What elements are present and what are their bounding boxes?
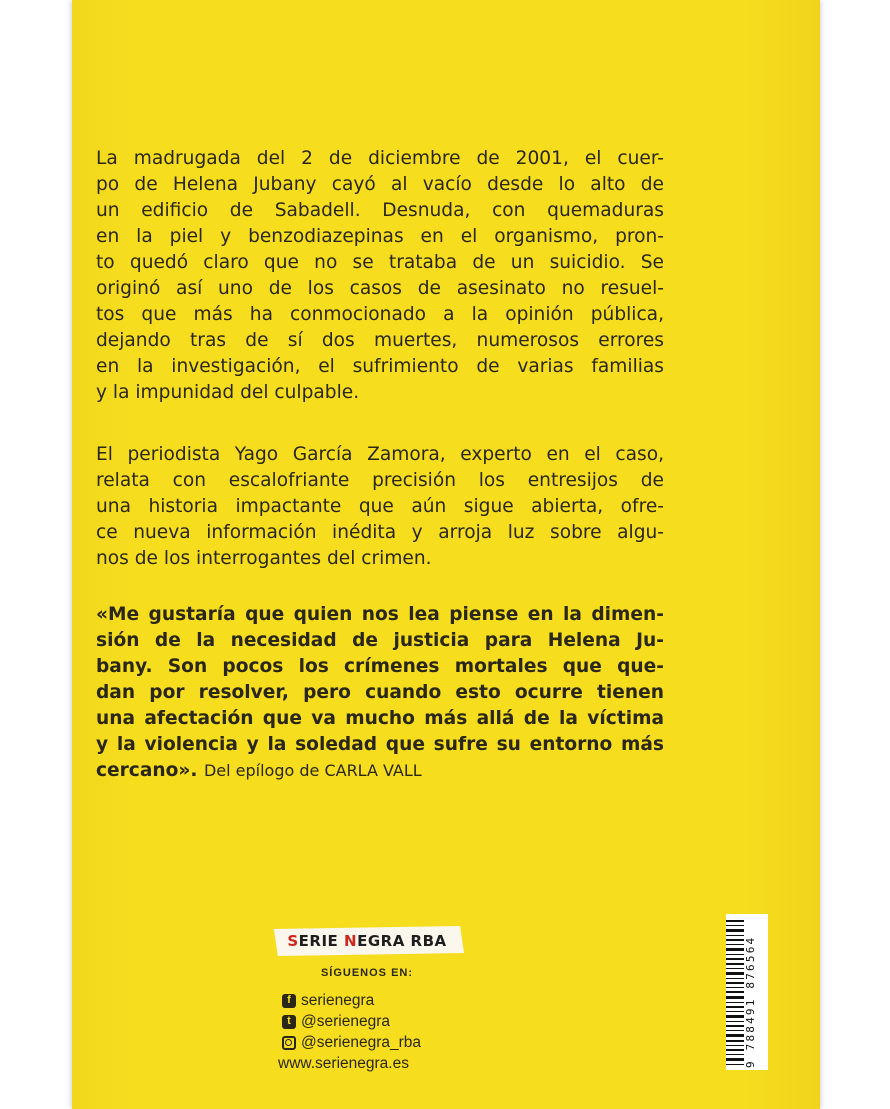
text-line: nos de los interrogantes del crimen. — [96, 548, 432, 569]
quote-last-line — [96, 758, 664, 784]
facebook-icon: f — [282, 994, 296, 1008]
quote-line: dan por resolver, pero cuando esto ocurre tienen — [96, 682, 664, 703]
logo-word-erie: ERIE — [298, 932, 339, 950]
synopsis-paragraph-1 — [96, 146, 664, 406]
logo-word-rba: RBA — [410, 932, 447, 950]
text-line: relata con escalofriante precisión los entresijos de — [96, 470, 664, 491]
facebook-handle: serienegra — [301, 991, 375, 1009]
twitter-icon: t — [282, 1015, 296, 1029]
twitter-handle: @serienegra — [301, 1012, 390, 1030]
quote-attribution: Del epílogo de CARLA VALL — [203, 761, 422, 780]
text-line: to quedó claro que no se trataba de un suicidio. Se — [96, 252, 664, 273]
serie-negra-rba-logo — [270, 922, 464, 960]
synopsis-paragraph-2 — [96, 442, 664, 572]
text-line: tos que más ha conmocionado a la opinión pública, — [96, 304, 664, 325]
isbn-number: 9 788491 876564 — [744, 935, 757, 1068]
text-line: po de Helena Jubany cayó al vacío desde lo alto de — [96, 174, 664, 195]
logo-text — [270, 926, 464, 956]
quote-line: bany. Son pocos los crímenes mortales que que- — [96, 656, 664, 677]
instagram-icon — [282, 1036, 296, 1050]
text-line: dejando tras de sí dos muertes, numerosos errores — [96, 330, 664, 351]
facebook-row — [282, 990, 462, 1011]
follow-us-heading: SÍGUENOS EN: — [320, 967, 414, 979]
logo-word-egra: EGRA — [357, 932, 405, 950]
logo-letter-s: S — [287, 932, 299, 950]
instagram-handle: @serienegra_rba — [301, 1033, 421, 1051]
instagram-row — [282, 1032, 462, 1053]
quote-line: una afectación que va mucho más allá de la víctima — [96, 708, 664, 729]
text-line: ce nueva información inédita y arroja luz sobre algu- — [96, 522, 664, 543]
twitter-row — [282, 1011, 462, 1032]
text-line: originó así uno de los casos de asesinato no resuel- — [96, 278, 664, 299]
quote-line: y la violencia y la soledad que sufre su entorno más — [96, 734, 664, 755]
text-line: El periodista Yago García Zamora, experto en el caso, — [96, 444, 664, 465]
text-line: en la investigación, el sufrimiento de varias familias — [96, 356, 664, 377]
website-row — [278, 1053, 462, 1074]
epilogue-quote — [96, 602, 664, 784]
text-line: un edificio de Sabadell. Desnuda, con quemaduras — [96, 200, 664, 221]
text-line: en la piel y benzodiazepinas en el organismo, pron- — [96, 226, 664, 247]
text-line: y la impunidad del culpable. — [96, 382, 360, 403]
quote-line: sión de la necesidad de justicia para Helena Ju- — [96, 630, 664, 651]
text-line: una historia impactante que aún sigue abierta, ofre- — [96, 496, 664, 517]
quote-line-end: cercano». — [96, 760, 198, 781]
website-url: www.serienegra.es — [278, 1054, 409, 1072]
social-links — [278, 990, 462, 1074]
logo-letter-n: N — [344, 932, 358, 950]
quote-line: «Me gustaría que quien nos lea piense en la dimen- — [96, 604, 664, 625]
text-line: La madrugada del 2 de diciembre de 2001, el cuer- — [96, 148, 664, 169]
